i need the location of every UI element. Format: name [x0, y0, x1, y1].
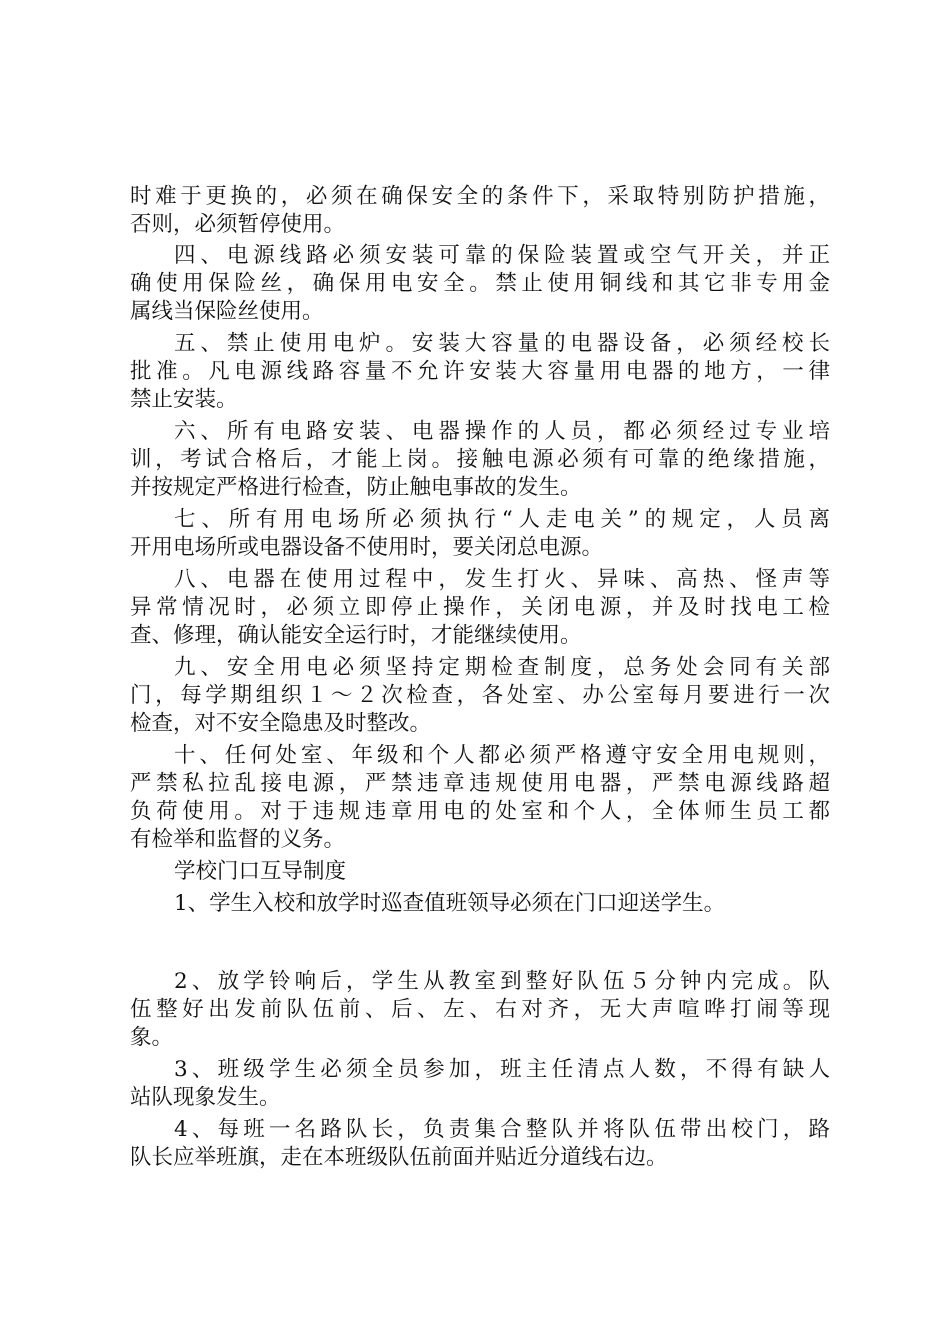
- text-line: 严禁私拉乱接电源，严禁违章违规使用电器，严禁电源线路超: [130, 771, 830, 796]
- paragraph-4-line: 四、电源线路必须安装可靠的保险装置或空气开关，并正: [174, 243, 830, 268]
- section-heading: 学校门口互导制度: [174, 859, 347, 884]
- rule-4-line: 4、每班一名路队长，负责集合整队并将队伍带出校门，路: [174, 1117, 830, 1142]
- text-line: 并按规定严格进行检查，防止触电事故的发生。: [130, 475, 582, 500]
- paragraph-9-line: 九、安全用电必须坚持定期检查制度，总务处会同有关部: [174, 655, 830, 680]
- paragraph-10-line: 十、任何处室、年级和个人都必须严格遵守安全用电规则，: [174, 743, 830, 768]
- text-line: 禁止安装。: [130, 387, 238, 412]
- text-line: 属线当保险丝使用。: [130, 299, 324, 324]
- text-line: 有检举和监督的义务。: [130, 827, 346, 852]
- text-line: 负荷使用。对于违规违章用电的处室和个人，全体师生员工都: [130, 799, 830, 824]
- text-line: 开用电场所或电器设备不使用时，要关闭总电源。: [130, 535, 604, 560]
- text-line: 检查，对不安全隐患及时整改。: [130, 711, 432, 736]
- text-line: 异常情况时，必须立即停止操作，关闭电源，并及时找电工检: [130, 595, 830, 620]
- paragraph-6-line: 六、所有电路安装、电器操作的人员，都必须经过专业培: [174, 419, 830, 444]
- paragraph-5-line: 五、禁止使用电炉。安装大容量的电器设备，必须经校长: [174, 331, 830, 356]
- text-line: 门，每学期组织１～２次检查，各处室、办公室每月要进行一次: [130, 683, 830, 708]
- text-line: 批准。凡电源线路容量不允许安装大容量用电器的地方，一律: [130, 359, 830, 384]
- text-line: 时难于更换的，必须在确保安全的条件下，采取特别防护措施，: [130, 184, 830, 209]
- text-line: 否则，必须暂停使用。: [130, 212, 346, 237]
- rule-3-line: 3、班级学生必须全员参加，班主任清点人数，不得有缺人: [174, 1057, 830, 1082]
- text-line: 训，考试合格后，才能上岗。接触电源必须有可靠的绝缘措施，: [130, 447, 830, 472]
- rule-1-line: 1、学生入校和放学时巡查值班领导必须在门口迎送学生。: [174, 891, 726, 916]
- text-line: 确使用保险丝，确保用电安全。禁止使用铜线和其它非专用金: [130, 271, 830, 296]
- text-line: 查、修理，确认能安全运行时，才能继续使用。: [130, 623, 582, 648]
- text-line: 站队现象发生。: [130, 1085, 281, 1110]
- paragraph-7-line: 七、所有用电场所必须执行“人走电关”的规定，人员离: [174, 507, 830, 532]
- text-line: 队长应举班旗，走在本班级队伍前面并贴近分道线右边。: [130, 1145, 668, 1170]
- text-line: 象。: [130, 1025, 174, 1050]
- paragraph-8-line: 八、电器在使用过程中，发生打火、异味、高热、怪声等: [174, 567, 830, 592]
- rule-2-line: 2、放学铃响后，学生从教室到整好队伍５分钟内完成。队: [174, 969, 830, 994]
- text-line: 伍整好出发前队伍前、后、左、右对齐，无大声喧哗打闹等现: [130, 997, 830, 1022]
